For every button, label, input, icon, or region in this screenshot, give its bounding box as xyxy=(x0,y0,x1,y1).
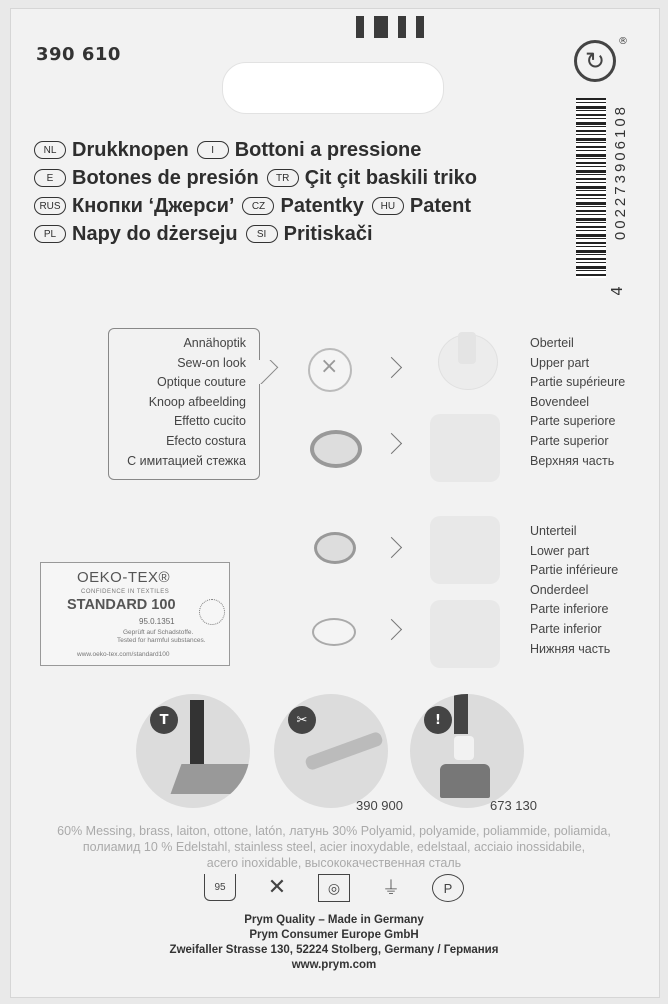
product-names xyxy=(34,136,554,248)
lang-badge: PL xyxy=(34,225,66,243)
upper-part-label: Parte superiore xyxy=(530,414,616,429)
ring-cap-image xyxy=(310,430,362,468)
name-line-2 xyxy=(34,164,554,192)
upper-part-label: Parte superior xyxy=(530,433,609,448)
product-name: Botones de presión xyxy=(72,166,259,189)
socket-image xyxy=(314,532,356,564)
barcode xyxy=(576,98,606,278)
upper-part-label: Upper part xyxy=(530,355,590,370)
tool-stamp xyxy=(454,694,468,734)
tool-cup xyxy=(454,736,474,760)
product-name: Pritiskači xyxy=(283,222,373,245)
sew-on-look-label: Effetto cucito xyxy=(173,414,246,429)
hammer-icon: T xyxy=(150,706,178,734)
iron-icon: ⏚ xyxy=(382,878,400,898)
barcode-number: 002273906108 xyxy=(612,104,629,241)
product-name: Patentky xyxy=(280,194,364,217)
hammer-tool-image xyxy=(136,694,250,808)
footer-line: Prym Consumer Europe GmbH xyxy=(249,929,419,941)
oeko-tested-en: Tested for harmful substances. xyxy=(117,637,206,644)
no-bleach-icon: ✕ xyxy=(267,874,287,899)
material-line: 60% Messing, brass, laiton, ottone, latón, латунь 30% Polyamid, polyamide, poliammide, poliamida, xyxy=(57,824,611,838)
registered-icon: ® xyxy=(618,36,628,47)
upper-part-label: Oberteil xyxy=(530,336,574,350)
bubble-tail xyxy=(256,360,286,384)
lang-badge: SI xyxy=(246,225,278,243)
lower-part-label: Unterteil xyxy=(530,524,577,538)
footer-line: Prym Quality – Made in Germany xyxy=(244,914,424,926)
lower-part-label: Нижняя часть xyxy=(530,641,611,656)
product-name: Bottoni a pressione xyxy=(234,138,422,161)
sew-on-look-label: С имитацией стежка xyxy=(127,453,246,468)
oeko-url: www.oeko-tex.com/standard100 xyxy=(77,651,170,658)
name-line-3 xyxy=(34,192,554,220)
dry-clean-p-icon: P xyxy=(432,874,464,902)
color-stripes xyxy=(356,16,424,38)
lower-part-label: Lower part xyxy=(530,543,590,558)
wash-95-icon: 95 xyxy=(204,874,236,901)
oeko-standard: STANDARD 100 xyxy=(67,597,176,613)
oeko-tested-de: Geprüft auf Schadstoffe. xyxy=(123,629,194,636)
product-name: Кнопки ‘Джерси’ xyxy=(72,194,235,217)
oeko-flower-icon xyxy=(199,599,225,625)
hammer-tool-base xyxy=(171,764,250,794)
sew-on-look-label: Sew-on look xyxy=(177,355,246,370)
product-name: Çit çit baskili triko xyxy=(304,166,477,189)
pliers-body xyxy=(304,731,384,772)
oeko-cert: 95.0.1351 xyxy=(139,617,175,626)
upper-part-label: Partie supérieure xyxy=(530,375,626,390)
sew-on-look-label: Optique couture xyxy=(157,375,246,390)
upper-part-label: Bovendeel xyxy=(530,394,590,409)
lower-part-label: Parte inferior xyxy=(530,621,602,636)
recycle-icon: ↻ xyxy=(574,40,616,82)
lang-badge: TR xyxy=(267,169,299,187)
lang-badge: E xyxy=(34,169,66,187)
cross-stitch-icon: × xyxy=(320,354,339,379)
sew-on-look-label: Annähoptik xyxy=(183,336,246,350)
lang-badge: HU xyxy=(372,197,404,215)
name-line-4 xyxy=(34,220,554,248)
lower-hex-die-image-2 xyxy=(430,600,500,668)
tool-set-image xyxy=(410,694,524,808)
prong-ring-image xyxy=(312,618,356,646)
pliers-article-number: 390 900 xyxy=(356,798,403,813)
oeko-tagline: CONFIDENCE IN TEXTILES xyxy=(81,589,170,595)
product-name: Patent xyxy=(409,194,471,217)
care-symbols xyxy=(204,874,464,902)
tool-tripod xyxy=(440,764,490,798)
lower-hex-die-image xyxy=(430,516,500,584)
upper-die-peg xyxy=(458,332,476,364)
name-line-1 xyxy=(34,136,554,164)
product-name: Napy do dżerseju xyxy=(72,222,238,245)
pliers-tool-image xyxy=(274,694,388,808)
hang-hole xyxy=(222,62,444,114)
sew-on-look-label: Efecto costura xyxy=(166,433,246,448)
lower-part-label: Parte inferiore xyxy=(530,602,609,617)
barcode-first-digit: 4 xyxy=(607,286,626,296)
upper-hex-die-image xyxy=(430,414,500,482)
lower-part-list xyxy=(530,522,618,659)
sew-on-look-label: Knoop afbeelding xyxy=(148,394,246,409)
article-number: 390 610 xyxy=(36,44,121,65)
warning-icon: ! xyxy=(424,706,452,734)
lang-badge: I xyxy=(197,141,229,159)
lang-badge: NL xyxy=(34,141,66,159)
tumble-dry-icon: ◎ xyxy=(318,874,350,902)
upper-part-label: Верхняя часть xyxy=(530,453,615,468)
lower-part-label: Partie inférieure xyxy=(530,563,619,578)
product-name: Drukknopen xyxy=(72,138,189,161)
sew-on-look-list xyxy=(118,334,246,471)
lang-badge: CZ xyxy=(242,197,274,215)
hammer-handle xyxy=(190,700,204,764)
footer-url: www.prym.com xyxy=(291,959,377,971)
material-line: acero inoxidable, высококачественная сталь xyxy=(206,856,462,870)
oeko-tex-label xyxy=(40,562,230,666)
oeko-title: OEKO-TEX® xyxy=(77,569,171,586)
footer-line: Zweifaller Strasse 130, 52224 Stolberg, Germany / Германия xyxy=(169,944,499,956)
lang-badge: RUS xyxy=(34,197,66,215)
upper-part-list xyxy=(530,334,625,471)
lower-part-label: Onderdeel xyxy=(530,582,589,597)
pliers-icon: ✂ xyxy=(288,706,316,734)
tool-set-article-number: 673 130 xyxy=(490,798,537,813)
material-line: полиамид 10 % Edelstahl, stainless steel, acier inoxydable, edelstaal, acciaio inossidabile, xyxy=(82,840,586,854)
